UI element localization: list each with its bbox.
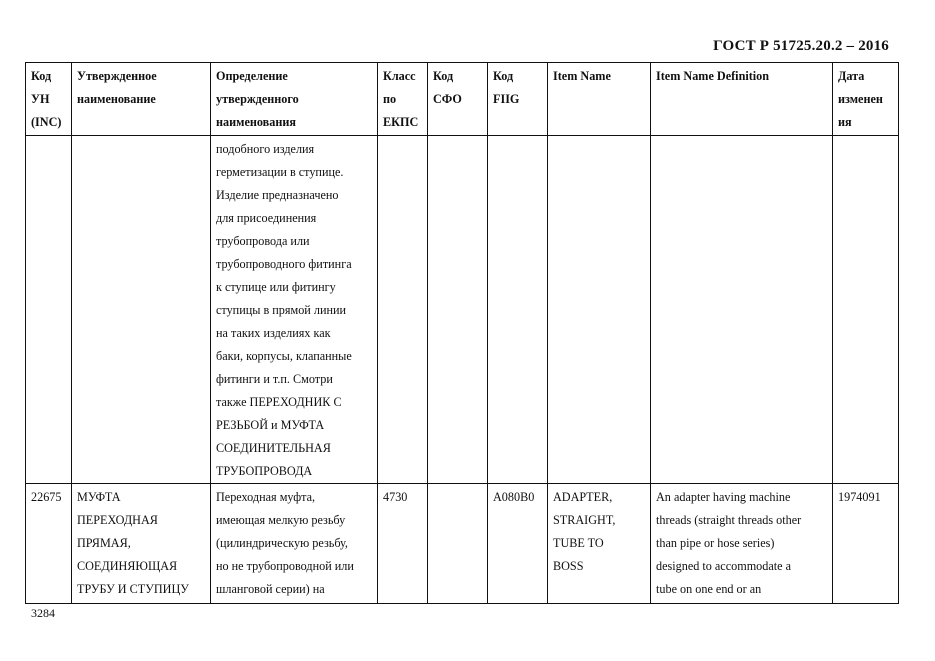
cell-definition: [211, 136, 378, 484]
column-header-line: FIIG: [493, 92, 520, 106]
cell-inc: [26, 484, 72, 604]
cell-ekps: [378, 484, 428, 604]
cell-text-line: ПРЯМАЯ,: [77, 536, 131, 550]
cell-definition: [211, 484, 378, 604]
column-header-ekps: [378, 63, 428, 136]
column-header-approved-name: [72, 63, 211, 136]
cell-item-name: [548, 484, 651, 604]
cell-text-line: фитинги и т.п. Смотри: [216, 372, 333, 386]
page-number: 3284: [31, 606, 55, 620]
column-header-line: Код: [433, 69, 454, 83]
cell-ekps: [378, 136, 428, 484]
cell-text-line: герметизации в ступице.: [216, 165, 344, 179]
cell-text-line: трубопровода или: [216, 234, 310, 248]
cell-text-line: ПЕРЕХОДНАЯ: [77, 513, 158, 527]
cell-approved-name: [72, 484, 211, 604]
cell-sfo: [428, 136, 488, 484]
cell-text-line: STRAIGHT,: [553, 513, 616, 527]
document-standard-header: ГОСТ Р 51725.20.2 – 2016: [713, 38, 889, 54]
column-header-definition: [211, 63, 378, 136]
column-header-change-date: [833, 63, 899, 136]
cell-text-line: A080B0: [493, 490, 535, 504]
column-header-line: Item Name: [553, 69, 611, 83]
table-body: [26, 136, 899, 604]
cell-text-line: 22675: [31, 490, 62, 504]
cell-text-line: ТРУБОПРОВОДА: [216, 464, 313, 478]
cell-text-line: имеющая мелкую резьбу: [216, 513, 346, 527]
column-header-line: Класс: [383, 69, 416, 83]
cell-change-date: [833, 136, 899, 484]
item-name-table: [25, 62, 899, 604]
table-row-continued: [26, 136, 899, 484]
cell-text-line: 1974091: [838, 490, 881, 504]
cell-text-line: шланговой серии) на: [216, 582, 325, 596]
column-header-line: Дата: [838, 69, 865, 83]
cell-text-line: designed to accommodate a: [656, 559, 792, 573]
column-header-line: (INC): [31, 115, 62, 129]
cell-fiig: [488, 136, 548, 484]
cell-text-line: на таких изделиях как: [216, 326, 331, 340]
cell-fiig: [488, 484, 548, 604]
column-header-line: Код: [493, 69, 514, 83]
column-header-sfo: [428, 63, 488, 136]
column-header-line: Item Name Definition: [656, 69, 770, 83]
column-header-item-name-definition: [651, 63, 833, 136]
column-header-line: наименование: [77, 92, 156, 106]
cell-text-line: ADAPTER,: [553, 490, 613, 504]
column-header-fiig: [488, 63, 548, 136]
column-header-line: Утвержденное: [77, 69, 157, 83]
cell-inc: [26, 136, 72, 484]
cell-text-line: ТРУБУ И СТУПИЦУ: [77, 582, 189, 596]
column-header-item-name: [548, 63, 651, 136]
column-header-line: по: [383, 92, 397, 106]
cell-text-line: threads (straight threads other: [656, 513, 802, 527]
cell-text-line: ступицы в прямой линии: [216, 303, 347, 317]
column-header-line: ЕКПС: [383, 115, 419, 129]
cell-text-line: РЕЗЬБОЙ и МУФТА: [216, 418, 325, 432]
column-header-line: утвержденного: [216, 92, 299, 106]
cell-text-line: для присоединения: [216, 211, 317, 225]
cell-text-line: СОЕДИНИТЕЛЬНАЯ: [216, 441, 331, 455]
table-row: [26, 484, 899, 604]
cell-text-line: An adapter having machine: [656, 490, 791, 504]
cell-text-line: также ПЕРЕХОДНИК С: [216, 395, 342, 409]
cell-text-line: МУФТА: [77, 490, 121, 504]
column-header-inc: [26, 63, 72, 136]
cell-text-line: к ступице или фитингу: [216, 280, 336, 294]
cell-text-line: TUBE TO: [553, 536, 604, 550]
cell-change-date: [833, 484, 899, 604]
cell-text-line: подобного изделия: [216, 142, 315, 156]
cell-text-line: (цилиндрическую резьбу,: [216, 536, 348, 550]
cell-text-line: than pipe or hose series): [656, 536, 775, 550]
cell-text-line: но не трубопроводной или: [216, 559, 354, 573]
column-header-line: УН: [31, 92, 50, 106]
cell-item-name-definition: [651, 484, 833, 604]
table-header-row: [26, 63, 899, 136]
cell-text-line: трубопроводного фитинга: [216, 257, 352, 271]
column-header-line: Определение: [216, 69, 288, 83]
column-header-line: Код: [31, 69, 52, 83]
column-header-line: ия: [838, 115, 852, 129]
cell-text-line: баки, корпусы, клапанные: [216, 349, 352, 363]
cell-text-line: Переходная муфта,: [216, 490, 316, 504]
cell-item-name: [548, 136, 651, 484]
cell-text-line: tube on one end or an: [656, 582, 762, 596]
cell-text-line: BOSS: [553, 559, 584, 573]
cell-sfo: [428, 484, 488, 604]
column-header-line: наименования: [216, 115, 296, 129]
column-header-line: изменен: [838, 92, 883, 106]
cell-approved-name: [72, 136, 211, 484]
cell-text-line: 4730: [383, 490, 408, 504]
column-header-line: СФО: [433, 92, 462, 106]
cell-text-line: СОЕДИНЯЮЩАЯ: [77, 559, 178, 573]
cell-item-name-definition: [651, 136, 833, 484]
cell-text-line: Изделие предназначено: [216, 188, 339, 202]
